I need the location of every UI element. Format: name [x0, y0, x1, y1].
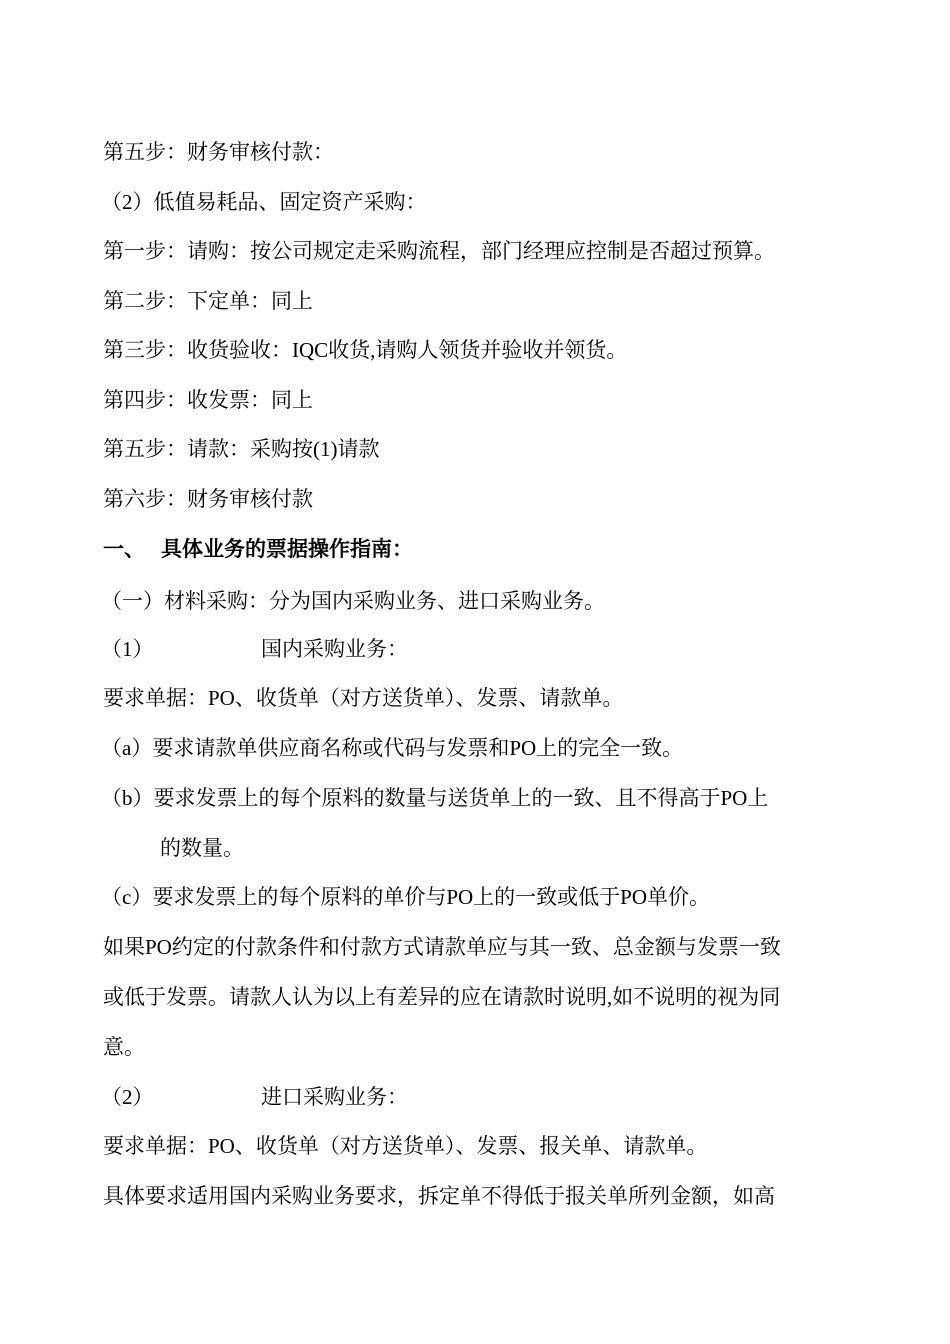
paragraph: 第一步：请购：按公司规定走采购流程，部门经理应控制是否超过预算。 [103, 239, 775, 263]
paragraph: 要求单据：PO、收货单（对方送货单）、发票、请款单。 [103, 686, 624, 710]
paragraph: 要求单据：PO、收货单（对方送货单）、发票、报关单、请款单。 [103, 1134, 708, 1158]
paragraph: 第五步：请款：采购按(1)请款 [103, 437, 380, 461]
subsection-heading [101, 636, 408, 662]
list-item: （c）要求发票上的每个原料的单价与PO上的一致或低于PO单价。 [101, 885, 711, 909]
paragraph: 第三步：收货验收：IQC收货,请购人领货并验收并领货。 [103, 338, 628, 362]
subsection-number: （1） [101, 637, 154, 661]
paragraph: 或低于发票。请款人认为以上有差异的应在请款时说明,如不说明的视为同 [103, 985, 781, 1009]
paragraph: （2）低值易耗品、固定资产采购： [101, 190, 427, 214]
section-heading [103, 536, 413, 562]
list-item-continuation: 的数量。 [160, 836, 244, 860]
paragraph: 如果PO约定的付款条件和付款方式请款单应与其一致、总金额与发票一致 [103, 935, 781, 959]
subsection-heading [101, 1084, 408, 1110]
subsection-text: 国内采购业务： [261, 637, 408, 661]
paragraph: 第五步：财务审核付款： [103, 140, 334, 164]
paragraph: （一）材料采购：分为国内采购业务、进口采购业务。 [101, 589, 605, 613]
heading-number: 一、 [103, 537, 145, 561]
subsection-text: 进口采购业务： [261, 1085, 408, 1109]
paragraph: 具体要求适用国内采购业务要求，拆定单不得低于报关单所列金额，如高 [103, 1184, 775, 1208]
subsection-number: （2） [101, 1085, 154, 1109]
list-item: （b）要求发票上的每个原料的数量与送货单上的一致、且不得高于PO上 [101, 786, 769, 810]
list-item: （a）要求请款单供应商名称或代码与发票和PO上的完全一致。 [101, 736, 684, 760]
paragraph: 意。 [103, 1035, 145, 1059]
paragraph: 第六步：财务审核付款 [103, 487, 313, 511]
paragraph: 第四步：收发票：同上 [103, 388, 313, 412]
heading-text: 具体业务的票据操作指南： [161, 537, 413, 561]
paragraph: 第二步：下定单：同上 [103, 289, 313, 313]
